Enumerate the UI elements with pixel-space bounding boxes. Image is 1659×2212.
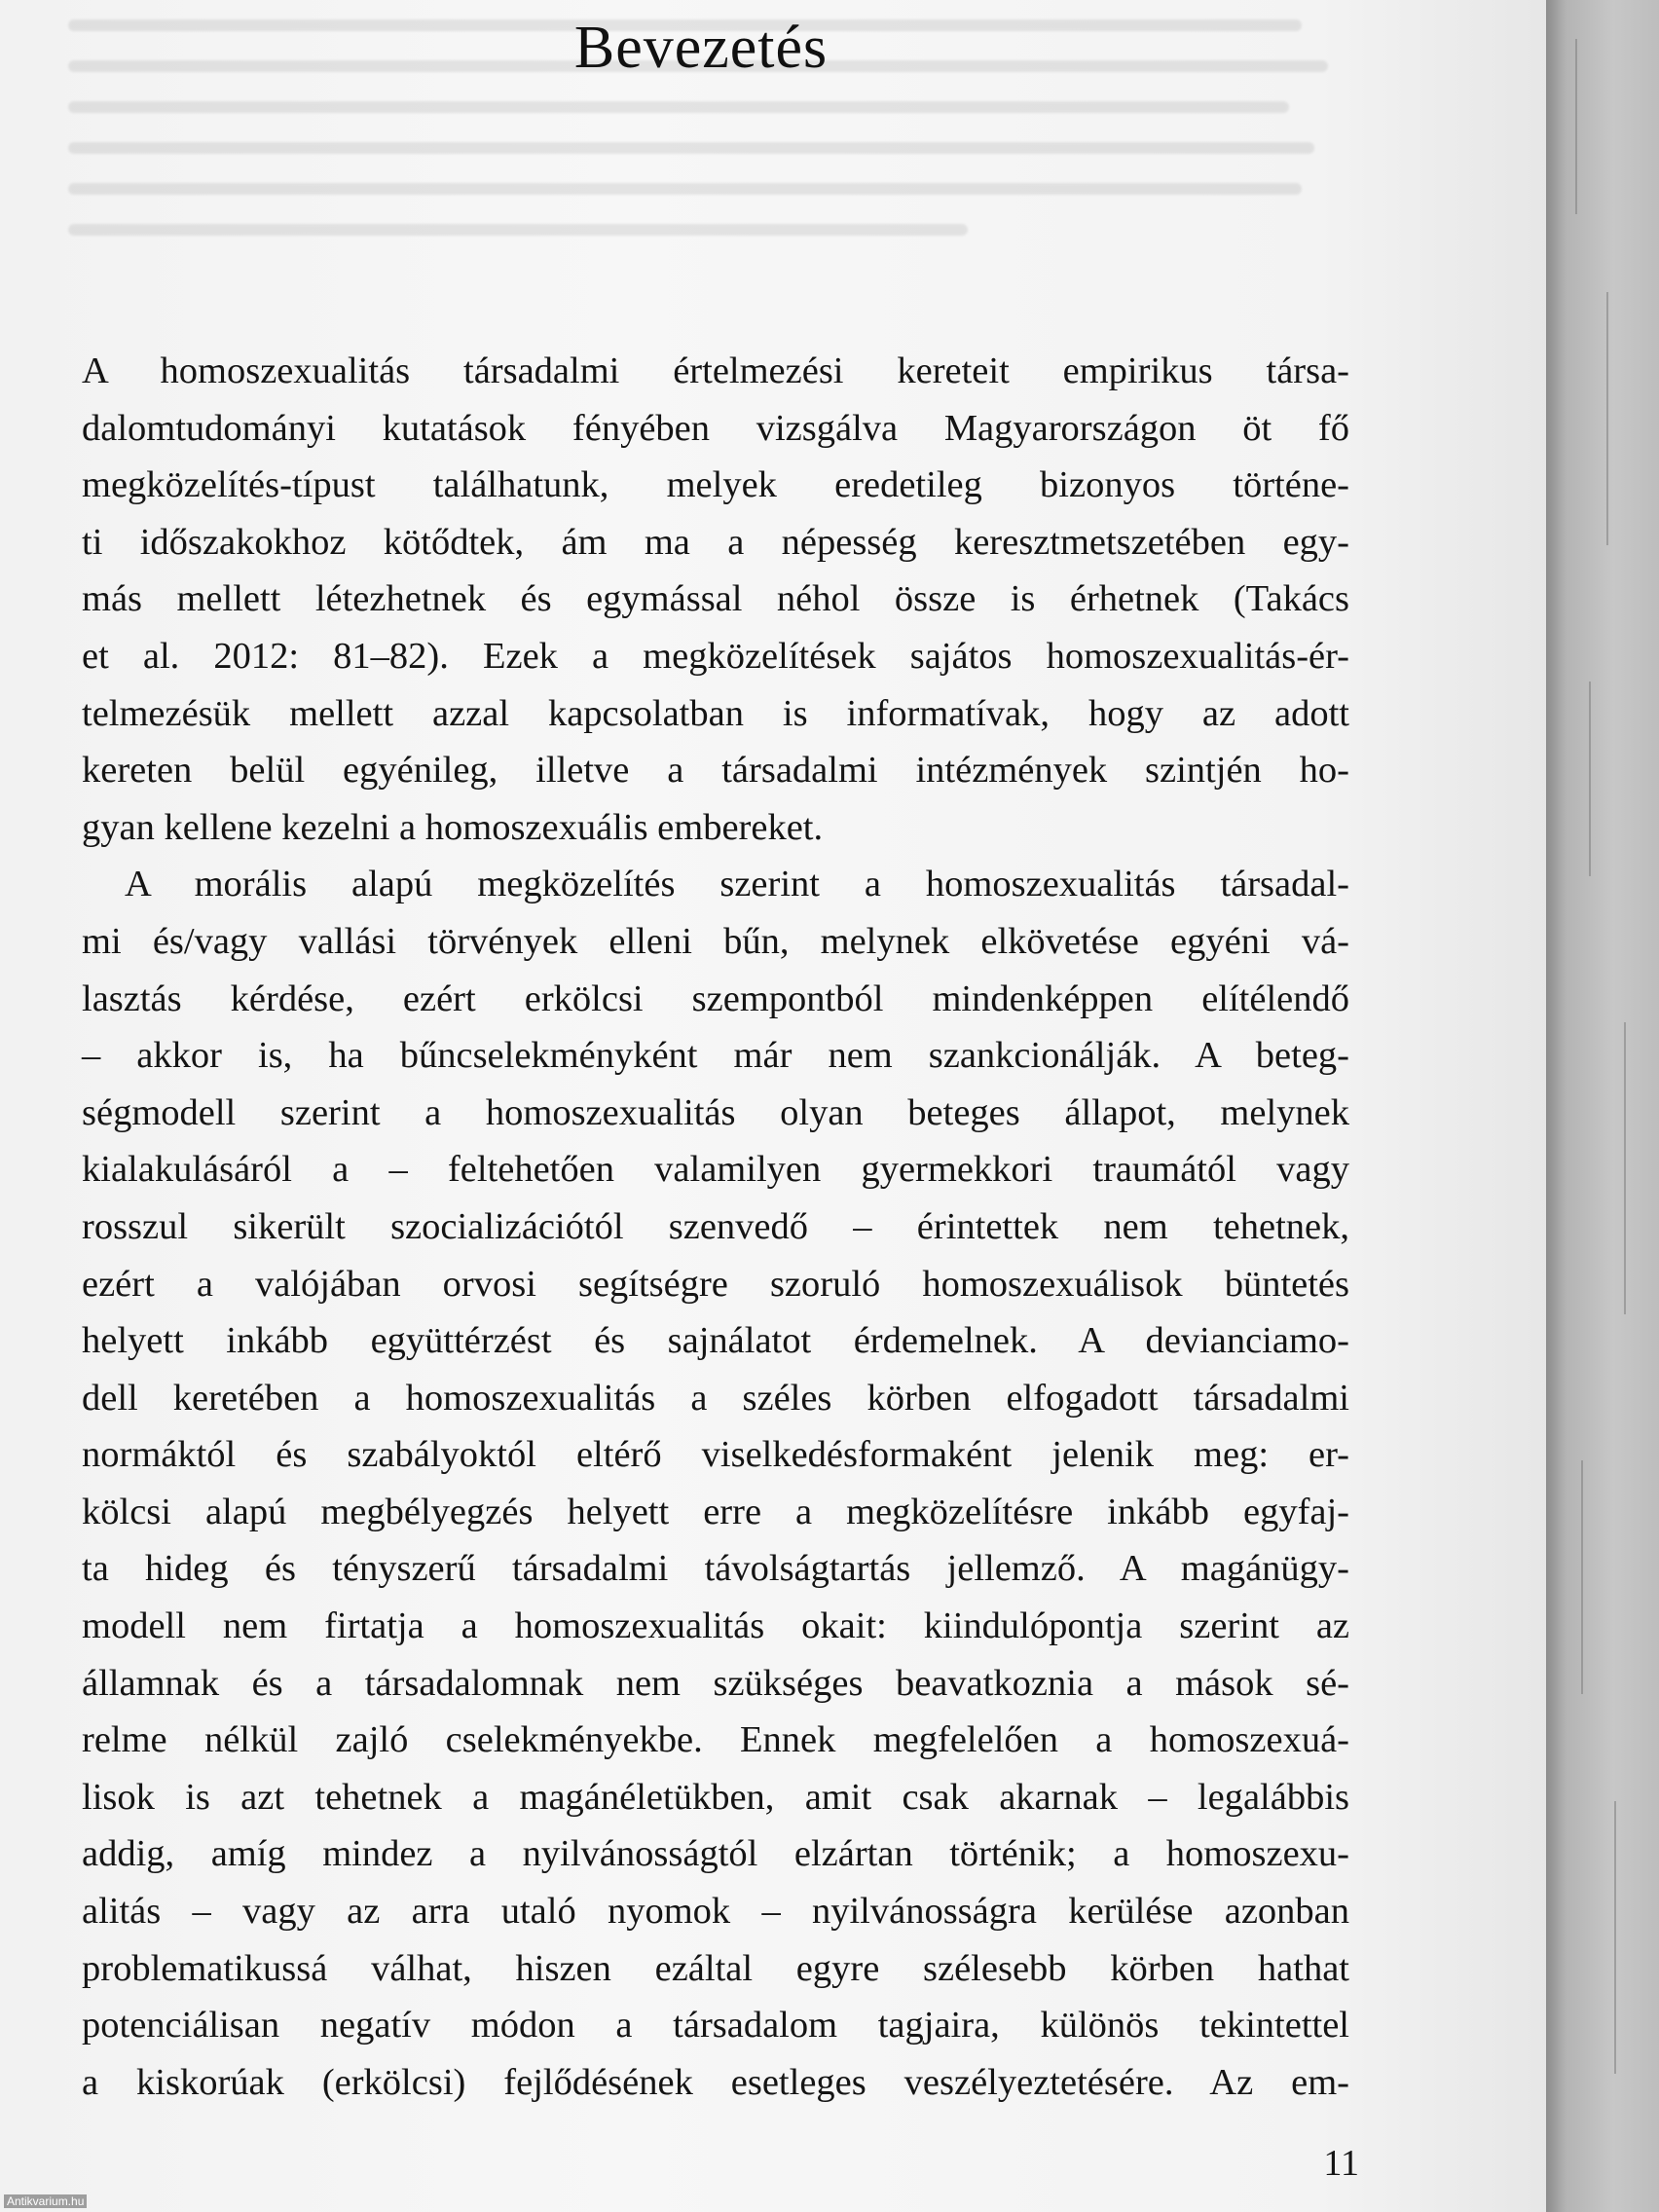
text-line: megközelítés-típust találhatunk, melyek eredetileg bizonyos történe- [82,464,1349,506]
watermark: Antikvarium.hu [4,2194,87,2208]
text-line: mi és/vagy vallási törvények elleni bűn, melynek elkövetése egyéni vá- [82,920,1349,962]
text-line: kölcsi alapú megbélyegzés helyett erre a megközelítésre inkább egyfaj- [82,1491,1349,1532]
text-line: ti időszakokhoz kötődtek, ám ma a népesség keresztmetszetében egy- [82,521,1349,563]
chapter-title: Bevezetés [573,15,829,81]
body-text [82,343,1349,2111]
text-line: addig, amíg mindez a nyilvánosságtól elzártan történik; a homoszexu- [82,1833,1349,1875]
text-line: ségmodell szerint a homoszexualitás olyan beteges állapot, melynek [82,1091,1349,1133]
text-line: – akkor is, ha bűncselekményként már nem szankcionálják. A beteg- [82,1035,1349,1077]
text-line: alitás – vagy az arra utaló nyomok – nyilvánosságra kerülése azonban [82,1891,1349,1933]
paragraph [82,343,1349,856]
page-number: 11 [1323,2143,1359,2184]
text-line: A morális alapú megközelítés szerint a homoszexualitás társadal- [125,864,1349,905]
text-line: telmezésük mellett azzal kapcsolatban is informatívak, hogy az adott [82,692,1349,734]
text-line: kialakulásáról a – feltehetően valamilyen gyermekkori traumától vagy [82,1149,1349,1191]
text-line: lasztás kérdése, ezért erkölcsi szempontból mindenképpen elítélendő [82,977,1349,1019]
text-line: normáktól és szabályoktól eltérő viselkedésformaként jelenik meg: er- [82,1434,1349,1476]
text-line: et al. 2012: 81–82). Ezek a megközelítések sajátos homoszexualitás-ér- [82,635,1349,677]
text-line: gyan kellene kezelni a homoszexuális embereket. [82,806,824,848]
text-line: dalomtudományi kutatások fényében vizsgálva Magyarországon öt fő [82,407,1349,449]
text-line: más mellett létezhetnek és egymással néhol össze is érhetnek (Takács [82,578,1349,620]
text-line: helyett inkább együttérzést és sajnálatot érdemelnek. A devianciamo- [82,1320,1349,1362]
text-line: potenciálisan negatív módon a társadalom tagjaira, különös tekintettel [82,2005,1349,2046]
text-line: relme nélkül zajló cselekményekbe. Ennek megfelelően a homoszexuá- [82,1719,1349,1761]
text-line: modell nem firtatja a homoszexualitás okait: kiindulópontja szerint az [82,1605,1349,1647]
text-line: dell keretében a homoszexualitás a széles körben elfogadott társadalmi [82,1377,1349,1419]
text-line: lisok is azt tehetnek a magánéletükben, amit csak akarnak – legalábbis [82,1776,1349,1818]
text-line: A homoszexualitás társadalmi értelmezési kereteit empirikus társa- [82,350,1349,391]
text-line: problematikussá válhat, hiszen ezáltal egyre szélesebb körben hathat [82,1947,1349,1989]
paragraph [82,856,1349,2111]
text-line: ezért a valójában orvosi segítségre szoruló homoszexuálisok büntetés [82,1263,1349,1305]
text-line: rosszul sikerült szocializációtól szenvedő – érintettek nem tehetnek, [82,1205,1349,1247]
text-line: ta hideg és tényszerű társadalmi távolságtartás jellemző. A magánügy- [82,1548,1349,1590]
text-line: kereten belül egyénileg, illetve a társadalmi intézmények szintjén ho- [82,750,1349,792]
background-surface [1546,0,1659,2212]
text-line: államnak és a társadalomnak nem szükséges beavatkoznia a mások sé- [82,1662,1349,1704]
text-line: a kiskorúak (erkölcsi) fejlődésének esetleges veszélyeztetésére. Az em- [82,2061,1349,2103]
